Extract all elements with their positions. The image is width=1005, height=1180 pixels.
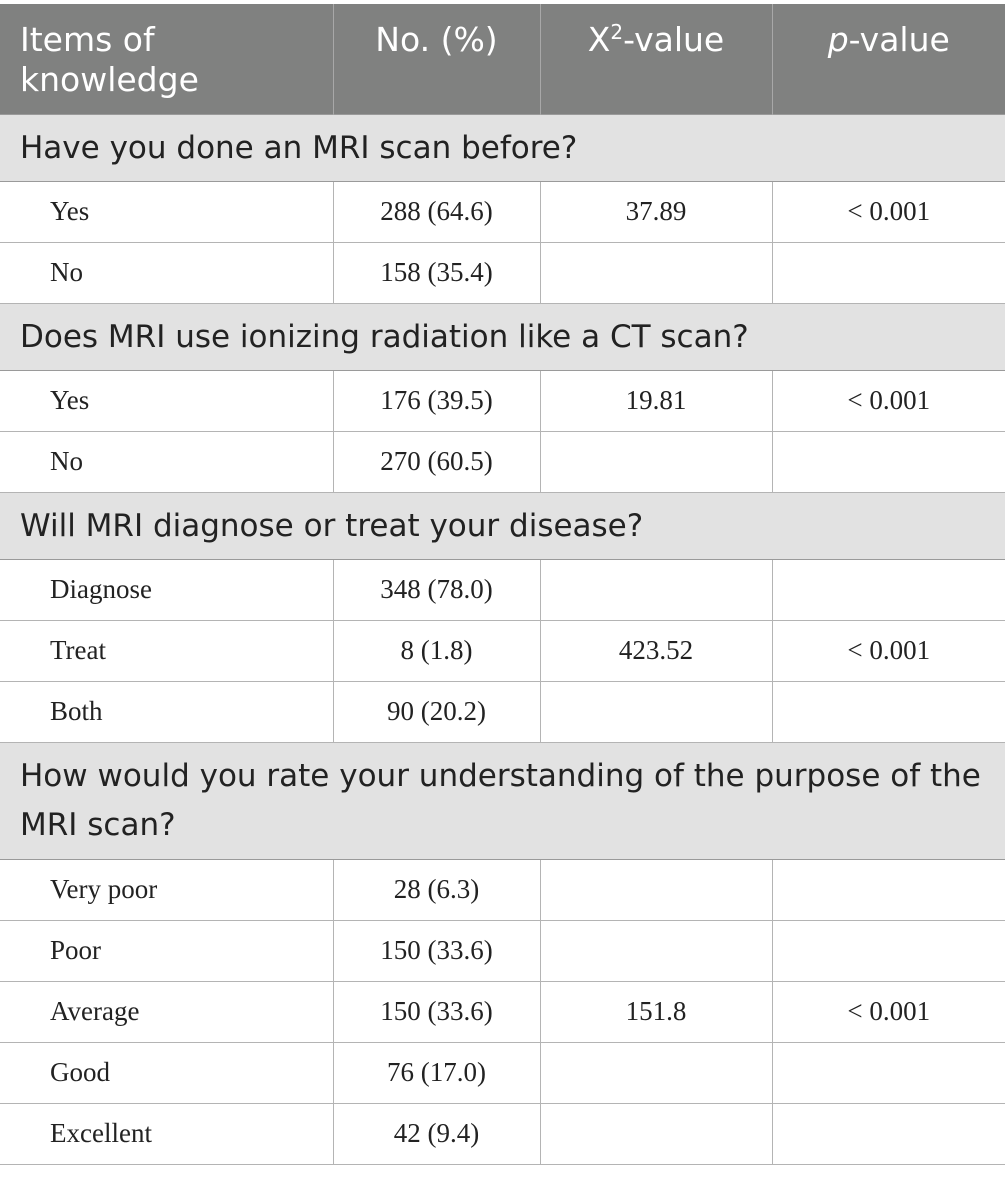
table-row [0, 242, 1005, 303]
item-cell: Both [0, 681, 333, 742]
chi-square-cell [540, 1103, 772, 1164]
count-percent-cell: 76 (17.0) [333, 1042, 540, 1103]
table-row [0, 981, 1005, 1042]
chi-square-cell: 19.81 [540, 370, 772, 431]
p-value-cell: < 0.001 [772, 181, 1005, 242]
chi-square-cell: 151.8 [540, 981, 772, 1042]
chi-square-cell [540, 681, 772, 742]
header-number-percent [333, 4, 540, 114]
count-percent-cell: 348 (78.0) [333, 559, 540, 620]
knowledge-table [0, 4, 1005, 1165]
p-value-cell: < 0.001 [772, 620, 1005, 681]
table-row [0, 431, 1005, 492]
header-row [0, 4, 1005, 114]
item-cell: Treat [0, 620, 333, 681]
header-p-italic: p [827, 20, 849, 59]
section-row [0, 114, 1005, 181]
table-header [0, 4, 1005, 114]
section-row [0, 742, 1005, 859]
count-percent-cell: 150 (33.6) [333, 981, 540, 1042]
item-cell: Average [0, 981, 333, 1042]
chi-square-cell [540, 859, 772, 920]
p-value-cell [772, 431, 1005, 492]
section-question: Will MRI diagnose or treat your disease? [0, 492, 1005, 559]
p-value-cell [772, 859, 1005, 920]
header-items-of-knowledge [0, 4, 333, 114]
item-cell: Good [0, 1042, 333, 1103]
header-chi-superscript: 2 [610, 20, 624, 44]
chi-square-cell [540, 559, 772, 620]
header-p-value [772, 4, 1005, 114]
section-row [0, 492, 1005, 559]
item-cell: Yes [0, 370, 333, 431]
chi-square-cell [540, 242, 772, 303]
item-cell: Diagnose [0, 559, 333, 620]
item-cell: Excellent [0, 1103, 333, 1164]
count-percent-cell: 176 (39.5) [333, 370, 540, 431]
p-value-cell: < 0.001 [772, 370, 1005, 431]
header-chi-prefix: X [587, 20, 611, 59]
count-percent-cell: 270 (60.5) [333, 431, 540, 492]
header-chi-suffix: -value [623, 20, 725, 59]
chi-square-cell [540, 1042, 772, 1103]
header-chi-square-value [540, 4, 772, 114]
table-row [0, 370, 1005, 431]
table-body [0, 114, 1005, 1164]
p-value-cell [772, 1042, 1005, 1103]
count-percent-cell: 158 (35.4) [333, 242, 540, 303]
header-items-label: Items of knowledge [20, 20, 199, 99]
item-cell: Poor [0, 920, 333, 981]
table-row [0, 181, 1005, 242]
header-no-label: No. (%) [375, 20, 498, 59]
p-value-cell [772, 559, 1005, 620]
count-percent-cell: 42 (9.4) [333, 1103, 540, 1164]
p-value-cell [772, 681, 1005, 742]
count-percent-cell: 150 (33.6) [333, 920, 540, 981]
chi-square-cell: 37.89 [540, 181, 772, 242]
p-value-cell [772, 1103, 1005, 1164]
count-percent-cell: 28 (6.3) [333, 859, 540, 920]
count-percent-cell: 8 (1.8) [333, 620, 540, 681]
section-question: Does MRI use ionizing radiation like a CT scan? [0, 303, 1005, 370]
chi-square-cell [540, 920, 772, 981]
item-cell: No [0, 242, 333, 303]
p-value-cell [772, 242, 1005, 303]
table-row [0, 1103, 1005, 1164]
table-row [0, 681, 1005, 742]
count-percent-cell: 288 (64.6) [333, 181, 540, 242]
chi-square-cell: 423.52 [540, 620, 772, 681]
header-p-suffix: -value [848, 20, 950, 59]
count-percent-cell: 90 (20.2) [333, 681, 540, 742]
chi-square-cell [540, 431, 772, 492]
section-question: How would you rate your understanding of the purpose of the MRI scan? [0, 742, 1005, 859]
p-value-cell: < 0.001 [772, 981, 1005, 1042]
table-row [0, 1042, 1005, 1103]
item-cell: Yes [0, 181, 333, 242]
table-row [0, 559, 1005, 620]
item-cell: Very poor [0, 859, 333, 920]
item-cell: No [0, 431, 333, 492]
table-row [0, 620, 1005, 681]
p-value-cell [772, 920, 1005, 981]
section-row [0, 303, 1005, 370]
table-row [0, 859, 1005, 920]
table-row [0, 920, 1005, 981]
section-question: Have you done an MRI scan before? [0, 114, 1005, 181]
